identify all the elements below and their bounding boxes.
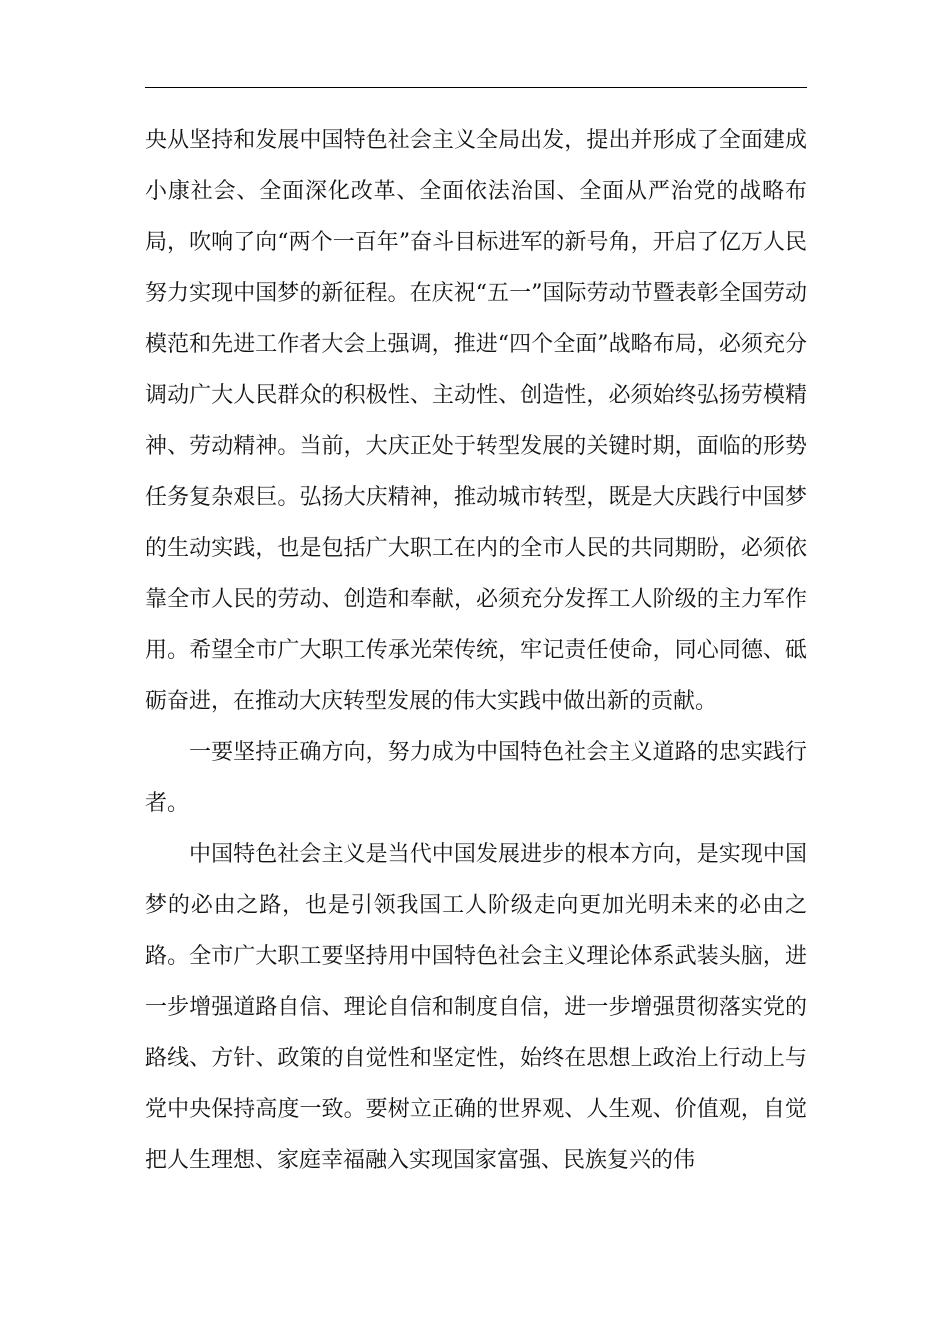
header-rule bbox=[145, 87, 807, 88]
paragraph-1: 央从坚持和发展中国特色社会主义全局出发，提出并形成了全面建成小康社会、全面深化改革、全面依法治国、全面从严治党的战略布局，吹响了向“两个一百年”奋斗目标进军的新号角，开启了亿万人民努力实现中国梦的新征程。在庆祝“五一”国际劳动节暨表彰全国劳动模范和先进工作者大会上强调，推进“四个全面”战略布局，必须充分调动广大人民群众的积极性、主动性、创造性，必须始终弘扬劳模精神、劳动精神。当前，大庆正处于转型发展的关键时期，面临的形势任务复杂艰巨。弘扬大庆精神，推动城市转型，既是大庆践行中国梦的生动实践，也是包括广大职工在内的全市人民的共同期盼，必须依靠全市人民的劳动、创造和奉献，必须充分发挥工人阶级的主力军作用。希望全市广大职工传承光荣传统，牢记责任使命，同心同德、砥砺奋进，在推动大庆转型发展的伟大实践中做出新的贡献。 bbox=[145, 128, 807, 714]
document-body bbox=[145, 115, 807, 1186]
paragraph-2-heading: 一要坚持正确方向，努力成为中国特色社会主义道路的忠实践行者。 bbox=[145, 740, 807, 816]
paragraph-3: 中国特色社会主义是当代中国发展进步的根本方向，是实现中国梦的必由之路，也是引领我国工人阶级走向更加光明未来的必由之路。全市广大职工要坚持用中国特色社会主义理论体系武装头脑，进一步增强道路自信、理论自信和制度自信，进一步增强贯彻落实党的路线、方针、政策的自觉性和坚定性，始终在思想上政治上行动上与党中央保持高度一致。要树立正确的世界观、人生观、价值观，自觉把人生理想、家庭幸福融入实现国家富强、民族复兴的伟 bbox=[145, 842, 807, 1173]
